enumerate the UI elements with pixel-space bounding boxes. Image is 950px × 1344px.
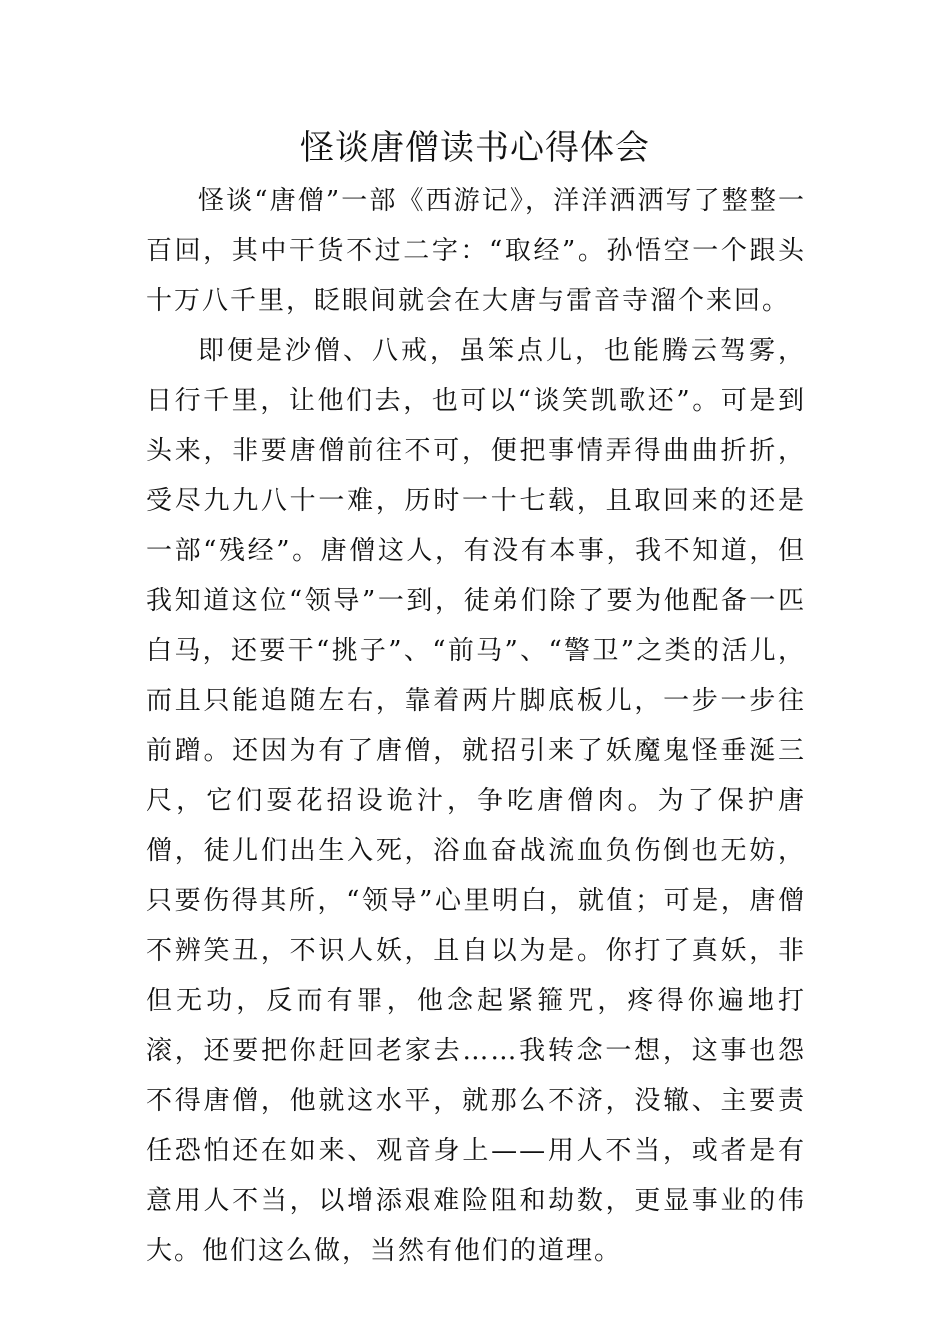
document-title: 怪谈唐僧读书心得体会 <box>300 128 650 168</box>
paragraph-2: 即便是沙僧、八戒，虽笨点儿，也能腾云驾雾，日行千里，让他们去，也可以“谈笑凯歌还”。可是到头来，非要唐僧前往不可，便把事情弄得曲曲折折，受尽九九八十一难，历时一十七载，且取回来的还是一部“残经”。唐僧这人，有没有本事，我不知道，但我知道这位“领导”一到，徒弟们除了要为他配备一匹白马，还要干“挑子”、“前马”、“警卫”之类的活儿，而且只能追随左右，靠着两片脚底板儿，一步一步往前蹭。还因为有了唐僧，就招引来了妖魔鬼怪垂涎三尺，它们耍花招设诡汁，争吃唐僧肉。为了保护唐僧，徒儿们出生入死，浴血奋战流血负伤倒也无妨，只要伤得其所，“领导”心里明白，就值；可是，唐僧不辨笑丑，不识人妖，且自以为是。你打了真妖，非但无功，反而有罪，他念起紧箍咒，疼得你遍地打滚，还要把你赶回老家去……我转念一想，这事也怨不得唐僧，他就这水平，就那么不济，没辙、主要责任恐怕还在如来、观音身上——用人不当，或者是有意用人不当，以增添艰难险阻和劫数，更显事业的伟大。他们这么做，当然有他们的道理。 <box>146 336 806 1266</box>
document-body <box>146 176 806 1276</box>
paragraph-1: 怪谈“唐僧”一部《西游记》，洋洋洒洒写了整整一百回，其中干货不过二字：“取经”。孙悟空一个跟头十万八千里，眨眼间就会在大唐与雷音寺溜个来回。 <box>146 186 806 316</box>
